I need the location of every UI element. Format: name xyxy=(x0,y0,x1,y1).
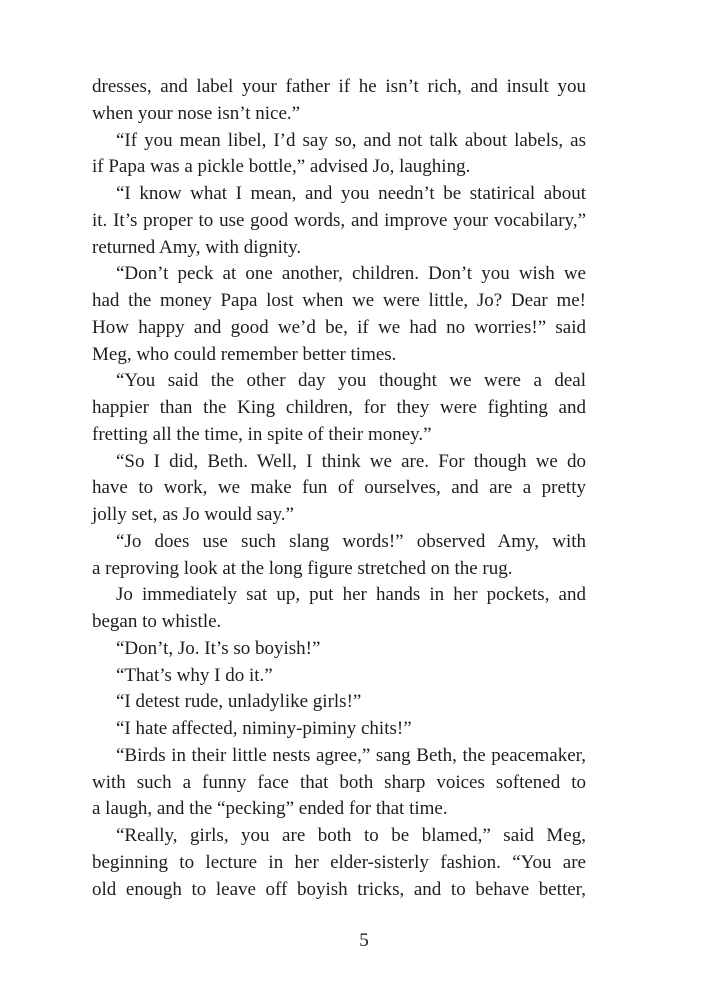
text-line: “I know what I mean, and you needn’t be statirical about xyxy=(116,183,586,204)
page-number: 5 xyxy=(359,930,369,951)
text-line: “That’s why I do it.” xyxy=(116,664,273,686)
text-line: have to work, we make fun of ourselves, and are a pretty xyxy=(92,477,586,499)
text-line: “Don’t peck at one another, children. Don’t you wish we xyxy=(116,263,586,285)
text-line: happier than the King children, for they were fighting and xyxy=(92,397,586,418)
text-line: when your nose isn’t nice.” xyxy=(92,102,301,124)
text-line: a reproving look at the long figure stretched on the rug. xyxy=(92,557,513,579)
text-line: “Don’t, Jo. It’s so boyish!” xyxy=(116,637,321,659)
text-line: “So I did, Beth. Well, I think we are. For though we do xyxy=(116,450,586,472)
text-line: with such a funny face that both sharp voices softened to xyxy=(92,771,586,793)
text-line: it. It’s proper to use good words, and improve your vocabilary,” xyxy=(92,209,586,231)
text-line: “If you mean libel, I’d say so, and not talk about labels, as xyxy=(116,129,586,151)
text-line: Jo immediately sat up, put her hands in her pockets, and xyxy=(116,584,586,606)
text-line: returned Amy, with dignity. xyxy=(92,236,302,258)
text-line: How happy and good we’d be, if we had no worries!” said xyxy=(92,316,586,338)
body-text xyxy=(92,74,586,903)
text-line: “Birds in their little nests agree,” sang Beth, the peacemaker, xyxy=(116,744,586,766)
text-line: Meg, who could remember better times. xyxy=(92,343,397,365)
text-line: dresses, and label your father if he isn’t rich, and insult you xyxy=(92,76,586,97)
text-line: “You said the other day you thought we were a deal xyxy=(116,370,586,392)
text-line: had the money Papa lost when we were little, Jo? Dear me! xyxy=(92,290,586,311)
text-line: “I hate affected, niminy-piminy chits!” xyxy=(116,718,412,739)
text-line: began to whistle. xyxy=(92,611,222,632)
text-line: jolly set, as Jo would say.” xyxy=(92,504,294,525)
text-line: “Jo does use such slang words!” observed Amy, with xyxy=(116,530,586,552)
text-line: old enough to leave off boyish tricks, and to behave better, xyxy=(92,878,586,900)
text-line: fretting all the time, in spite of their money.” xyxy=(92,423,432,445)
text-line: a laugh, and the “pecking” ended for that time. xyxy=(92,798,448,820)
text-line: beginning to lecture in her elder-sisterly fashion. “You are xyxy=(92,851,586,873)
text-line: if Papa was a pickle bottle,” advised Jo, laughing. xyxy=(92,156,471,178)
text-line: “I detest rude, unladylike girls!” xyxy=(116,691,362,713)
text-line: “Really, girls, you are both to be blamed,” said Meg, xyxy=(116,825,586,846)
